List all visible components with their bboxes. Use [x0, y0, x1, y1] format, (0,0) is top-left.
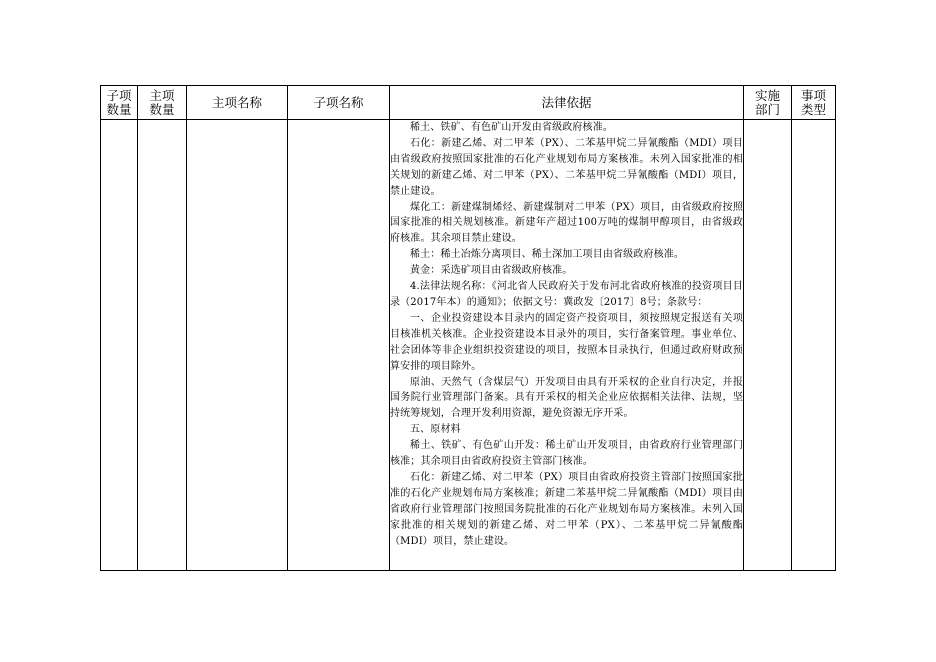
- header-row: [101, 86, 836, 120]
- cell-sub-count: [101, 120, 138, 571]
- legal-paragraph: 原油、天然气（含煤层气）开发项目由具有开采权的企业自行决定，并报国务院行业管理部门备案。具有开采权的相关企业应依据相关法律、法规，坚持统筹规划，合理开发利用资源，避免资源无序开采。: [390, 376, 743, 420]
- header-main-name: 主项名称: [187, 86, 288, 120]
- header-sub-count: [101, 86, 138, 120]
- legal-paragraph: 稀土、铁矿、有色矿山开发由省级政府核准。: [410, 122, 613, 133]
- header-type: [792, 86, 836, 120]
- approval-items-table: [100, 85, 836, 571]
- header-sub-count-line1: 子项: [106, 87, 132, 103]
- header-dept-line2: 部门: [754, 101, 780, 117]
- cell-dept: [744, 120, 792, 571]
- legal-paragraph: 稀土：稀土冶炼分离项目、稀土深加工项目由省级政府核准。: [410, 249, 685, 261]
- cell-legal-basis: [390, 120, 744, 571]
- header-main-count: [138, 86, 187, 120]
- header-dept: [744, 86, 792, 120]
- legal-paragraph: 石化：新建乙烯、对二甲苯（PX）、二苯基甲烷二异氰酸酯（MDI）项目由省级政府按照国家批准的石化产业规划布局方案核准。未列入国家批准的相关规划的新建乙烯、对二甲苯（PX）、二苯基甲烷二异氰酸酯（MDI）项目，禁止建设。: [390, 137, 743, 197]
- table-row: [101, 120, 836, 571]
- cell-main-name: [187, 120, 288, 571]
- legal-paragraph: 黄金：采选矿项目由省级政府核准。: [410, 265, 573, 277]
- header-legal-basis: 法律依据: [390, 86, 744, 120]
- legal-paragraph: 煤化工：新建煤制烯烃、新建煤制对二甲苯（PX）项目，由省级政府按照国家批准的相关规划核准。新建年产超过100万吨的煤制甲醇项目，由省级政府核准。其余项目禁止建设。: [390, 201, 743, 245]
- cell-main-count: [138, 120, 187, 571]
- cell-type: [792, 120, 836, 571]
- legal-paragraph: 石化：新建乙烯、对二甲苯（PX）项目由省政府投资主管部门按照国家批准的石化产业规划布局方案核准；新建二苯基甲烷二异氰酸酯（MDI）项目由省政府行业管理部门按照国务院批准的石化产业规划布局方案核准。未列入国家批准的相关规划的新建乙烯、对二甲苯（PX）、二苯基甲烷二异氰酸酯（MDI）项目，禁止建设。: [390, 471, 743, 547]
- legal-paragraph: 五、原材料: [410, 424, 461, 436]
- header-type-line1: 事项: [800, 87, 826, 103]
- legal-paragraph: 4.法律法规名称：《河北省人民政府关于发布河北省政府核准的投资项目目录（2017年本）的通知》；依据文号：冀政发〔2017〕8号；条款号：: [390, 281, 743, 308]
- header-main-count-line1: 主项: [149, 87, 175, 103]
- header-sub-count-line2: 数量: [106, 101, 132, 117]
- header-main-count-line2: 数量: [149, 101, 175, 117]
- legal-paragraph: 一、企业投资建设本目录内的固定资产投资项目，须按照规定报送有关项目核准机关核准。企业投资建设本目录外的项目，实行备案管理。事业单位、社会团体等非企业组织投资建设的项目，按照本目录执行，但通过政府财政预算安排的项目除外。: [390, 312, 743, 372]
- header-type-line2: 类型: [800, 101, 826, 117]
- header-sub-name: 子项名称: [288, 86, 390, 120]
- cell-sub-name: [288, 120, 390, 571]
- header-dept-line1: 实施: [754, 87, 780, 103]
- legal-paragraph: 稀土、铁矿、有色矿山开发：稀土矿山开发项目，由省政府行业管理部门核准；其余项目由省政府投资主管部门核准。: [390, 440, 743, 468]
